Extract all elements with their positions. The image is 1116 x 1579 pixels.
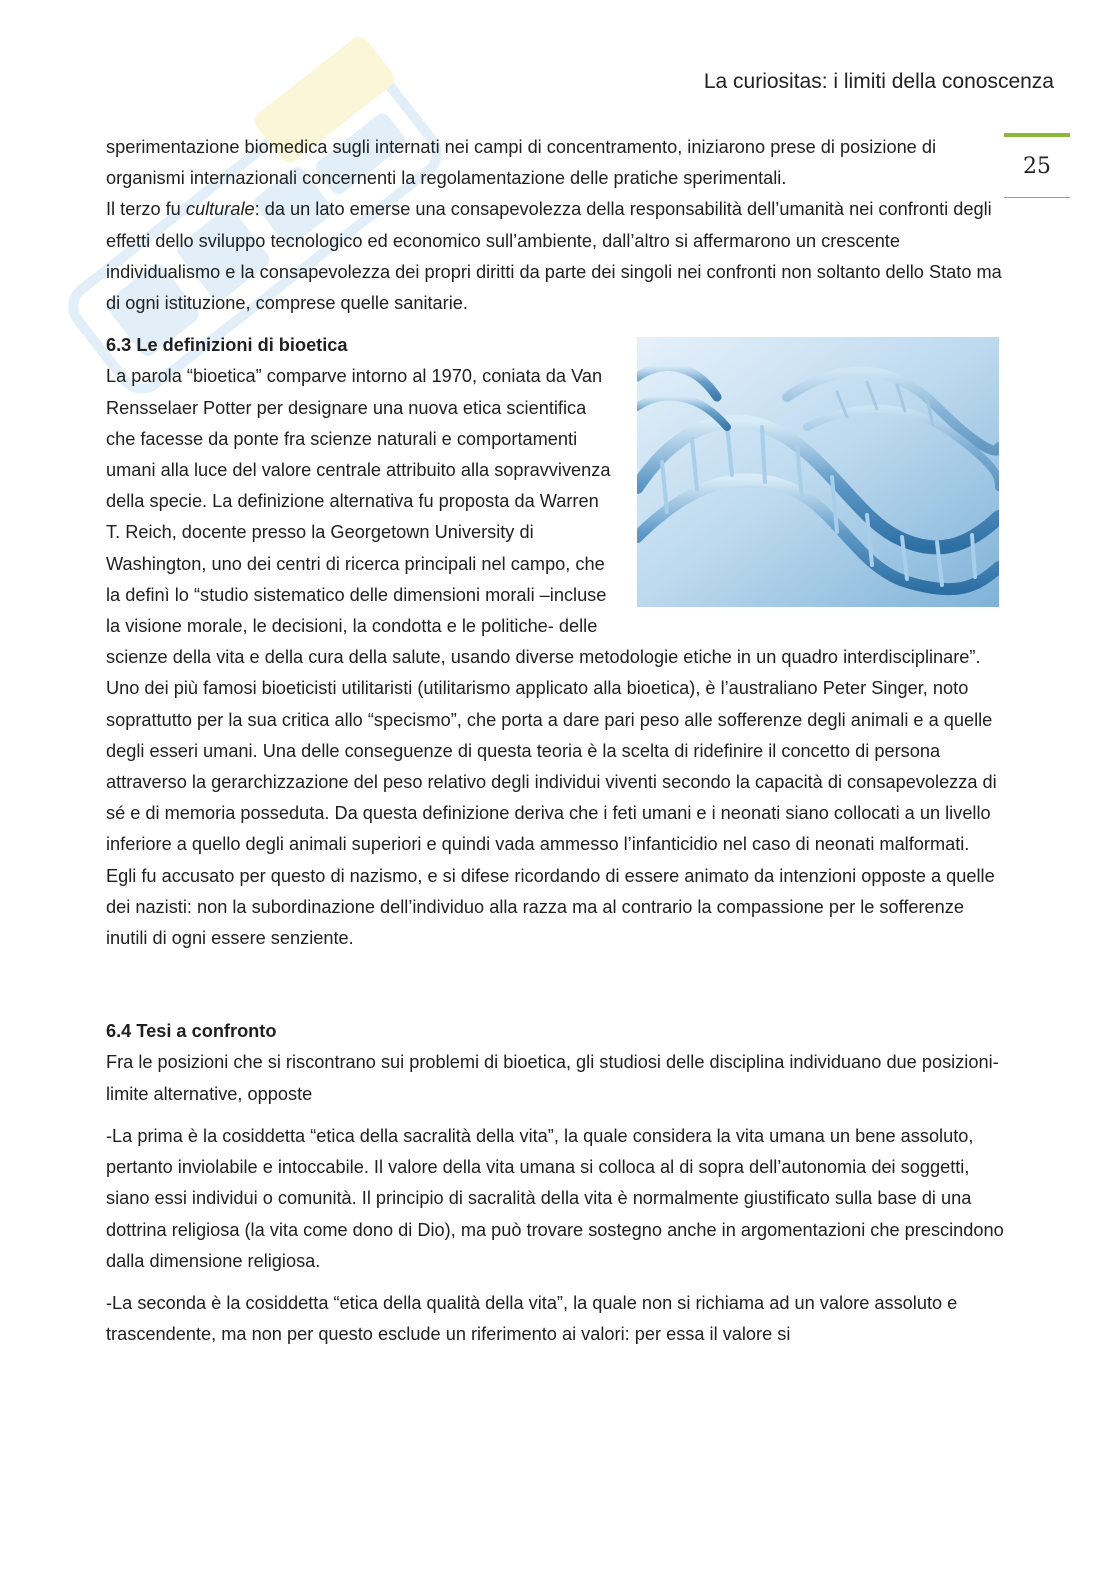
page-number-bottom-rule <box>1004 197 1070 198</box>
section-6-4-first-position: -La prima è la cosiddetta “etica della sacralità della vita”, la quale considera la vita umana un bene assoluto, pertanto inviolabile e intoccabile. Il valore della vita umana si colloca al di sopra dell’autonomia dei soggetti, siano essi individui o comunità. Il principio di sacralità della vita è normalmente giustificato sulla base di una dottrina religiosa (la vita come dono di Dio), ma può trovare sostegno anche in argomentazioni che prescindono dalla dimensione religiosa. <box>106 1125 1004 1271</box>
page-number-top-rule <box>1004 133 1070 137</box>
page-number: 25 <box>1023 154 1051 179</box>
dna-image <box>637 337 999 607</box>
intro-paragraph-2 <box>106 194 1004 319</box>
running-header: La curiositas: i limiti della conoscenza <box>703 70 1054 93</box>
intro-paragraph-1: sperimentazione biomedica sugli internati nei campi di concentramento, iniziarono prese di posizione di organismi internazionali concernenti la regolamentazione delle pratiche sperimentali. <box>106 137 937 189</box>
section-6-4-heading: 6.4 Tesi a confronto <box>106 1021 277 1042</box>
page-body <box>106 132 1004 1350</box>
section-6-3-paragraph-2: Uno dei più famosi bioeticisti utilitaristi (utilitarismo applicato alla bioetica), è l’australiano Peter Singer, noto soprattutto per la sua critica allo “specismo”, che porta a dare pari peso alle sofferenze degli animali e a quelle degli esseri umani. Una delle conseguenze di questa teoria è la scelta di ridefinire il concetto di persona attraverso la gerarchizzazione del peso relativo degli individui viventi secondo la capacità di consapevolezza di sé e di memoria posseduta. Da questa definizione deriva che i feti umani e i neonati siano collocati a un livello inferiore a quello degli animali superiori e quindi vada ammesso l’infanticidio nel caso di neonati malformati. Egli fu accusato per questo di nazismo, e si difese ricordando di essere animato da intenzioni opposte a quelle dei nazisti: non la subordinazione dell’individuo alla razza ma al contrario la compassione per le sofferenze inutili di ogni essere senziente. <box>106 678 997 949</box>
intro-third-rest: : da un lato emerse una consapevolezza della responsabilità dell’umanità nei confronti degli effetti dello sviluppo tecnologico ed economico sull’ambiente, dall’altro si affermarono un crescente individualismo e la consapevolezza dei propri diritti da parte dei singoli nei confronti non soltanto dello Stato ma di ogni istituzione, comprese quelle sanitarie. <box>106 199 1002 314</box>
dna-helix-illustration <box>637 337 999 607</box>
section-6-4-second-position: -La seconda è la cosiddetta “etica della qualità della vita”, la quale non si richiama ad un valore assoluto e trascendente, ma non per questo esclude un riferimento ai valori: per essa il valore si <box>106 1292 958 1345</box>
section-6-4-intro: Fra le posizioni che si riscontrano sui problemi di bioetica, gli studiosi delle disciplina individuano due posizioni-limite alternative, opposte <box>106 1052 999 1104</box>
section-6-3-paragraph-1: La parola “bioetica” comparve intorno al 1970, coniata da Van Rensselaer Potter per designare una nuova etica scientifica che facesse da ponte fra scienze naturali e comportamenti umani alla luce del valore centrale attribuito alla sopravvivenza della specie. La definizione alternativa fu proposta da Warren T. Reich, docente presso la Georgetown University di Washington, uno dei centri di ricerca principali nel campo, che la definì lo “studio sistematico delle dimensioni morali –incluse la visione morale, le decisioni, la condotta e le politiche- delle scienze della vita e della cura della salute, usando diverse metodologie etiche in un quadro interdisciplinare”. <box>106 366 981 668</box>
intro-third-emphasis: culturale <box>185 199 255 220</box>
section-6-3-heading: 6.3 Le definizioni di bioetica <box>106 335 348 356</box>
intro-third-lead: Il terzo fu <box>106 199 186 220</box>
